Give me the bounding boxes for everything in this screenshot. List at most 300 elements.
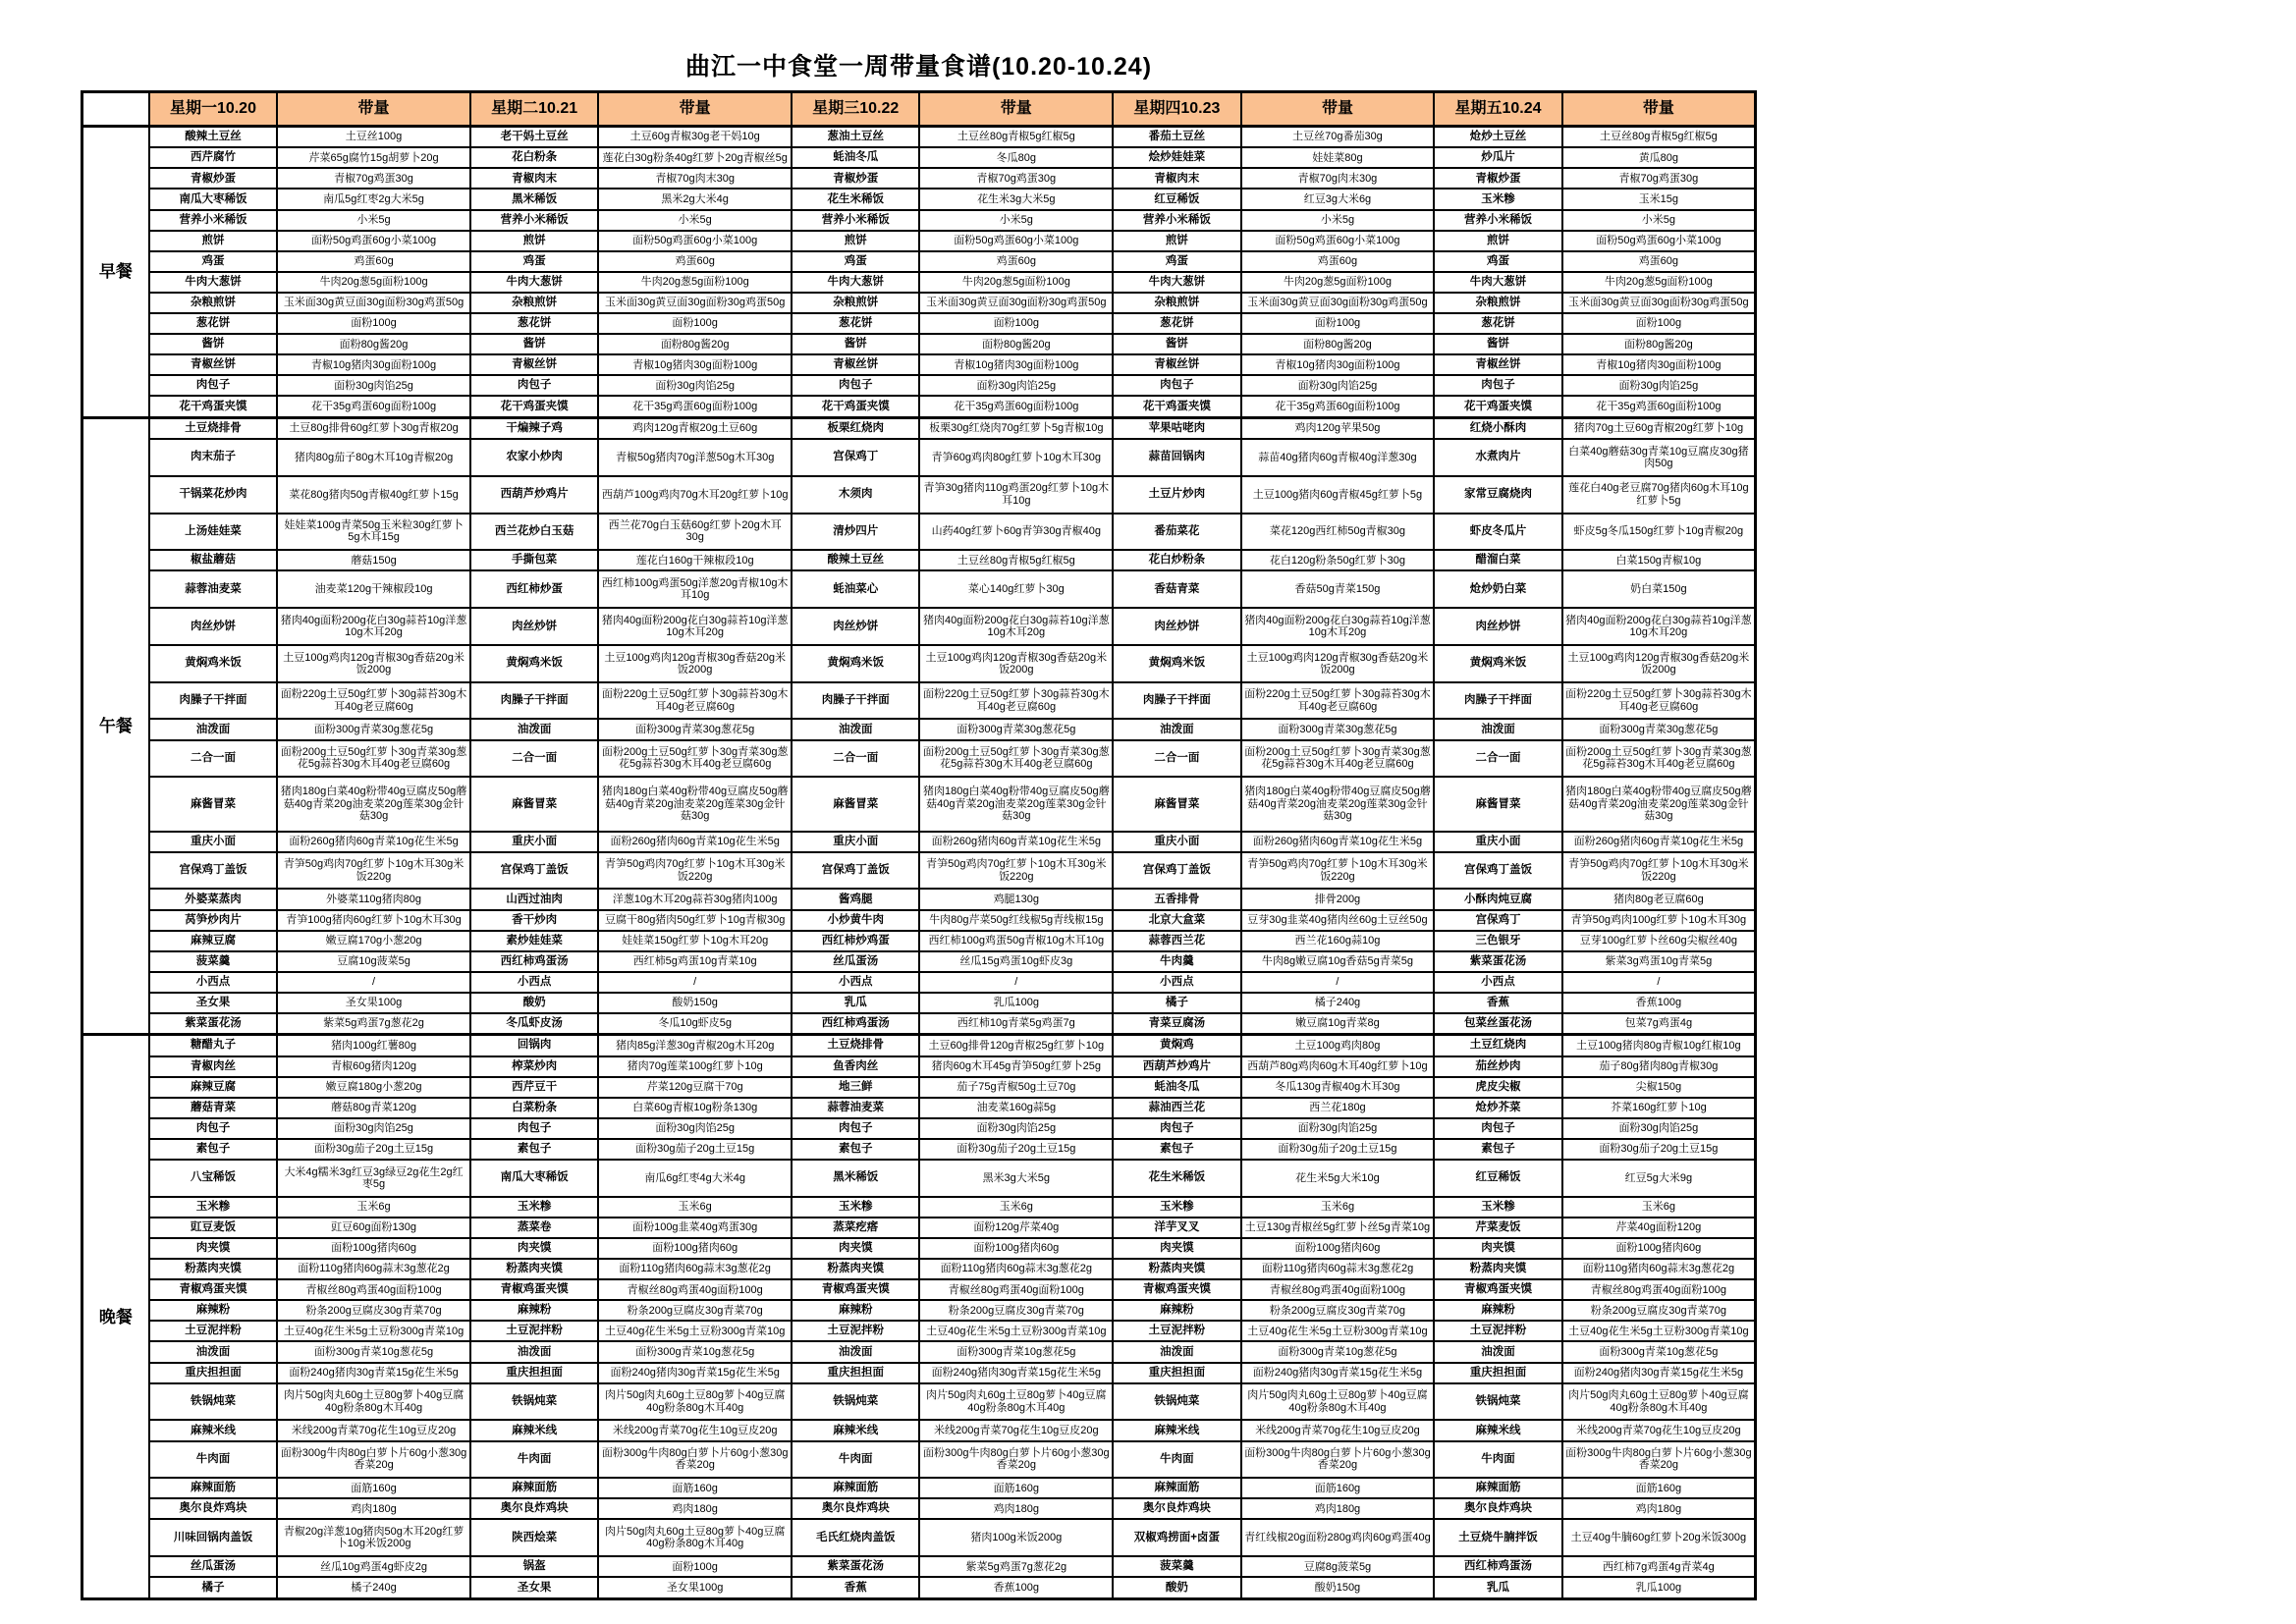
- quantity-cell: 面粉110g猪肉60g蒜末3g葱花2g: [277, 1259, 470, 1279]
- quantity-cell: /: [277, 972, 470, 993]
- quantity-cell: 花生米5g大米10g: [1241, 1160, 1435, 1197]
- dish-cell: 肉丝炒饼: [792, 608, 919, 645]
- quantity-cell: 面粉50g鸡蛋60g小菜100g: [1562, 231, 1756, 251]
- table-row: [82, 1519, 1756, 1556]
- quantity-cell: 花干35g鸡蛋60g面粉100g: [1562, 396, 1756, 417]
- dish-cell: 牛肉面: [792, 1441, 919, 1479]
- dish-cell: 牛肉面: [149, 1441, 277, 1479]
- quantity-cell: 嫩豆腐180g小葱20g: [277, 1077, 470, 1098]
- quantity-cell: 黄瓜80g: [1562, 147, 1756, 168]
- quantity-cell: 面粉100g猪肉60g: [1562, 1238, 1756, 1259]
- quantity-cell: 小米5g: [919, 210, 1113, 231]
- quantity-cell: 青椒20g洋葱10g猪肉50g木耳20g红萝卜10g米饭200g: [277, 1519, 470, 1556]
- dish-cell: 炝炒奶白菜: [1434, 570, 1561, 608]
- quantity-cell: 奶白菜150g: [1562, 570, 1756, 608]
- quantity-cell: /: [1241, 972, 1435, 993]
- dish-cell: 三色银牙: [1434, 931, 1561, 951]
- quantity-cell: 面粉30g肉馅25g: [598, 1118, 792, 1139]
- quantity-cell: 西葫芦100g鸡肉70g木耳20g红萝卜10g: [598, 476, 792, 514]
- table-row: [82, 1300, 1756, 1321]
- dish-cell: 回锅肉: [470, 1035, 598, 1056]
- quantity-cell: 花干35g鸡蛋60g面粉100g: [598, 396, 792, 417]
- dish-cell: 青椒鸡蛋夹馍: [470, 1279, 598, 1300]
- table-row: [82, 972, 1756, 993]
- quantity-cell: 面粉110g猪肉60g蒜末3g葱花2g: [1562, 1259, 1756, 1279]
- dish-cell: 干煸辣子鸡: [470, 417, 598, 439]
- quantity-cell: 米线200g青菜70g花生10g豆皮20g: [598, 1420, 792, 1440]
- dish-cell: 玉米糁: [1434, 1197, 1561, 1218]
- quantity-cell: 鸡蛋60g: [1562, 251, 1756, 272]
- dish-cell: 肉夹馍: [792, 1238, 919, 1259]
- dish-cell: 油泼面: [470, 1341, 598, 1362]
- dish-cell: 酱饼: [149, 334, 277, 354]
- quantity-cell: 外婆菜110g猪肉80g: [277, 889, 470, 909]
- quantity-cell: 土豆60g排骨120g青椒25g红萝卜10g: [919, 1035, 1113, 1056]
- quantity-cell: 面粉120g芹菜40g: [919, 1218, 1113, 1238]
- table-row: [82, 168, 1756, 189]
- table-row: [82, 375, 1756, 396]
- table-row: [82, 1498, 1756, 1519]
- dish-cell: 莴笋炒肉片: [149, 910, 277, 931]
- table-row: [82, 476, 1756, 514]
- table-row: [82, 1098, 1756, 1118]
- quantity-cell: 面粉260g猪肉60g青菜10g花生米5g: [598, 832, 792, 852]
- quantity-cell: 面粉100g猪肉60g: [598, 1238, 792, 1259]
- dish-cell: 铁锅炖菜: [149, 1383, 277, 1421]
- dish-cell: 杂粮煎饼: [149, 293, 277, 313]
- quantity-cell: 面粉300g青菜30g葱花5g: [919, 719, 1113, 739]
- quantity-cell: 青椒10g猪肉30g面粉100g: [1562, 354, 1756, 375]
- dish-cell: 肉包子: [470, 1118, 598, 1139]
- quantity-cell: 青椒丝80g鸡蛋40g面粉100g: [919, 1279, 1113, 1300]
- quantity-cell: 猪肉60g木耳45g青笋50g红萝卜25g: [919, 1056, 1113, 1077]
- dish-cell: 二合一面: [470, 740, 598, 778]
- quantity-cell: 猪肉40g面粉200g花白30g蒜苔10g洋葱10g木耳20g: [1241, 608, 1435, 645]
- quantity-cell: 莲花白40g老豆腐70g猪肉60g木耳10g红萝卜5g: [1562, 476, 1756, 514]
- dish-cell: 橘子: [149, 1577, 277, 1598]
- quantity-cell: 南瓜6g红枣4g大米4g: [598, 1160, 792, 1197]
- quantity-cell: 肉片50g肉丸60g土豆80g萝卜40g豆腐40g粉条80g木耳40g: [919, 1383, 1113, 1421]
- quantity-cell: 香蕉100g: [919, 1577, 1113, 1598]
- quantity-cell: 土豆100g鸡肉120g青椒30g香菇20g米饭200g: [598, 645, 792, 682]
- dish-cell: 葱花饼: [792, 313, 919, 334]
- quantity-cell: 西兰花160g蒜10g: [1241, 931, 1435, 951]
- quantity-cell: 猪肉40g面粉200g花白30g蒜苔10g洋葱10g木耳20g: [919, 608, 1113, 645]
- dish-cell: 油泼面: [149, 1341, 277, 1362]
- quantity-cell: 香蕉100g: [1562, 993, 1756, 1013]
- dish-cell: 牛肉面: [1434, 1441, 1561, 1479]
- table-row: [82, 550, 1756, 570]
- quantity-cell: 面粉220g土豆50g红萝卜30g蒜苔30g木耳40g老豆腐60g: [1562, 682, 1756, 720]
- quantity-cell: 面粉110g猪肉60g蒜末3g葱花2g: [1241, 1259, 1435, 1279]
- quantity-cell: 鸡肉180g: [277, 1498, 470, 1519]
- dish-cell: 宫保鸡丁盖饭: [1434, 852, 1561, 890]
- quantity-cell: 青椒70g肉末30g: [598, 168, 792, 189]
- table-row: [82, 910, 1756, 931]
- dish-cell: 牛肉大葱饼: [1113, 272, 1240, 293]
- table-row: [82, 1118, 1756, 1139]
- table-row: [82, 1197, 1756, 1218]
- dish-cell: 葱花饼: [1434, 313, 1561, 334]
- dish-cell: 重庆担担面: [1434, 1363, 1561, 1383]
- quantity-cell: 土豆100g猪肉60g青椒45g红萝卜5g: [1241, 476, 1435, 514]
- quantity-cell: 小米5g: [598, 210, 792, 231]
- quantity-cell: 大米4g糯米3g红豆3g绿豆2g花生2g红枣5g: [277, 1160, 470, 1197]
- quantity-cell: 面粉50g鸡蛋60g小菜100g: [919, 231, 1113, 251]
- dish-cell: 肉包子: [1113, 1118, 1240, 1139]
- quantity-cell: 面粉200g土豆50g红萝卜30g青菜30g葱花5g蒜苔30g木耳40g老豆腐60g: [1241, 740, 1435, 778]
- dish-cell: 麻辣豆腐: [149, 1077, 277, 1098]
- quantity-cell: 米线200g青菜70g花生10g豆皮20g: [1241, 1420, 1435, 1440]
- quantity-cell: 紫菜5g鸡蛋7g葱花2g: [919, 1556, 1113, 1577]
- quantity-cell: 面粉200g土豆50g红萝卜30g青菜30g葱花5g蒜苔30g木耳40g老豆腐60g: [1562, 740, 1756, 778]
- dish-cell: 素包子: [470, 1139, 598, 1160]
- dish-cell: 鸡蛋: [470, 251, 598, 272]
- dish-cell: 八宝稀饭: [149, 1160, 277, 1197]
- dish-cell: 肉包子: [470, 375, 598, 396]
- dish-cell: 酱饼: [1434, 334, 1561, 354]
- dish-cell: 蒸菜疙瘩: [792, 1218, 919, 1238]
- table-row: [82, 1383, 1756, 1421]
- quantity-cell: 青笋50g鸡肉70g红萝卜10g木耳30g米饭220g: [1562, 852, 1756, 890]
- meal-section-label: 早餐: [82, 127, 149, 418]
- dish-cell: 家常豆腐烧肉: [1434, 476, 1561, 514]
- quantity-cell: 乳瓜100g: [1562, 1577, 1756, 1598]
- quantity-cell: 面粉240g猪肉30g青菜15g花生米5g: [1562, 1363, 1756, 1383]
- table-row: [82, 127, 1756, 148]
- quantity-cell: 面粉30g肉馅25g: [1562, 375, 1756, 396]
- meal-section-label: 晚餐: [82, 1035, 149, 1599]
- dish-cell: 肉包子: [1434, 375, 1561, 396]
- quantity-cell: 鸡蛋60g: [277, 251, 470, 272]
- quantity-cell: 玉米6g: [598, 1197, 792, 1218]
- table-row: [82, 1577, 1756, 1598]
- dish-cell: 麻辣粉: [1113, 1300, 1240, 1321]
- dish-cell: 葱油土豆丝: [792, 127, 919, 148]
- dish-cell: 外婆菜蒸肉: [149, 889, 277, 909]
- quantity-cell: 面粉200g土豆50g红萝卜30g青菜30g葱花5g蒜苔30g木耳40g老豆腐60g: [598, 740, 792, 778]
- dish-cell: 洋芋叉叉: [1113, 1218, 1240, 1238]
- dish-cell: 麻辣面筋: [792, 1478, 919, 1498]
- dish-cell: 肉夹馍: [1434, 1238, 1561, 1259]
- dish-cell: 花干鸡蛋夹馍: [149, 396, 277, 417]
- quantity-cell: 玉米6g: [1241, 1197, 1435, 1218]
- quantity-cell: 面粉80g酱20g: [1562, 334, 1756, 354]
- quantity-cell: 面粉300g牛肉80g白萝卜片60g小葱30g香菜20g: [277, 1441, 470, 1479]
- table-row: [82, 354, 1756, 375]
- dish-cell: 锅盔: [470, 1556, 598, 1577]
- quantity-cell: 花干35g鸡蛋60g面粉100g: [277, 396, 470, 417]
- dish-cell: 木须肉: [792, 476, 919, 514]
- dish-cell: 杂粮煎饼: [470, 293, 598, 313]
- quantity-cell: 玉米6g: [277, 1197, 470, 1218]
- quantity-cell: 猪肉180g白菜40g粉带40g豆腐皮50g蘑菇40g青菜20g油麦菜20g莲菜30g金针菇30g: [1562, 777, 1756, 831]
- quantity-cell: 面粉300g青菜10g葱花5g: [598, 1341, 792, 1362]
- quantity-cell: 青椒70g鸡蛋30g: [919, 168, 1113, 189]
- quantity-cell: 面粉30g肉馅25g: [598, 375, 792, 396]
- dish-cell: 肉夹馍: [149, 1238, 277, 1259]
- quantity-header: 带量: [1241, 92, 1435, 127]
- quantity-cell: 牛肉20g葱5g面粉100g: [1241, 272, 1435, 293]
- quantity-cell: 面粉260g猪肉60g青菜10g花生米5g: [277, 832, 470, 852]
- quantity-cell: 牛肉20g葱5g面粉100g: [277, 272, 470, 293]
- quantity-cell: 花白120g粉条50g红萝卜30g: [1241, 550, 1435, 570]
- dish-cell: 牛肉面: [470, 1441, 598, 1479]
- dish-cell: 麻辣粉: [470, 1300, 598, 1321]
- quantity-cell: 菜花80g猪肉50g青椒40g红萝卜15g: [277, 476, 470, 514]
- dish-cell: 油泼面: [1113, 719, 1240, 739]
- dish-cell: 小西点: [149, 972, 277, 993]
- quantity-cell: 猪肉180g白菜40g粉带40g豆腐皮50g蘑菇40g青菜20g油麦菜20g莲菜30g金针菇30g: [277, 777, 470, 831]
- quantity-cell: 土豆丝70g番茄30g: [1241, 127, 1435, 148]
- quantity-cell: 青椒丝80g鸡蛋40g面粉100g: [1562, 1279, 1756, 1300]
- dish-cell: 花生米稀饭: [1113, 1160, 1240, 1197]
- quantity-cell: 鸡肉120g苹果50g: [1241, 417, 1435, 439]
- dish-cell: 营养小米稀饭: [1434, 210, 1561, 231]
- dish-cell: 毛氏红烧肉盖饭: [792, 1519, 919, 1556]
- dish-cell: 肉臊子干拌面: [470, 682, 598, 720]
- dish-cell: 玉米糁: [1113, 1197, 1240, 1218]
- dish-cell: 油泼面: [149, 719, 277, 739]
- quantity-cell: 面粉220g土豆50g红萝卜30g蒜苔30g木耳40g老豆腐60g: [598, 682, 792, 720]
- dish-cell: 西芹豆干: [470, 1077, 598, 1098]
- quantity-cell: 面粉80g酱20g: [598, 334, 792, 354]
- quantity-header: 带量: [598, 92, 792, 127]
- dish-cell: 煎饼: [1434, 231, 1561, 251]
- dish-cell: 肉包子: [1434, 1118, 1561, 1139]
- dish-cell: 麻酱冒菜: [792, 777, 919, 831]
- quantity-cell: 牛肉20g葱5g面粉100g: [1562, 272, 1756, 293]
- day-header: 星期二10.21: [470, 92, 598, 127]
- dish-cell: 酸奶: [470, 993, 598, 1013]
- dish-cell: 红烧小酥肉: [1434, 417, 1561, 439]
- dish-cell: 素包子: [792, 1139, 919, 1160]
- dish-cell: 花干鸡蛋夹馍: [792, 396, 919, 417]
- quantity-cell: 面粉300g青菜30g葱花5g: [598, 719, 792, 739]
- quantity-cell: 西红柿100g鸡蛋50g青椒10g木耳10g: [919, 931, 1113, 951]
- quantity-cell: 排骨200g: [1241, 889, 1435, 909]
- dish-cell: 玉米糁: [1434, 189, 1561, 209]
- dish-cell: 蒜油西兰花: [1113, 1098, 1240, 1118]
- dish-cell: 肉包子: [792, 375, 919, 396]
- dish-cell: 西兰花炒白玉菇: [470, 514, 598, 551]
- dish-cell: 宫保鸡丁: [792, 439, 919, 476]
- quantity-cell: 面粉240g猪肉30g青菜15g花生米5g: [277, 1363, 470, 1383]
- dish-cell: 菠菜羹: [149, 951, 277, 972]
- quantity-cell: 豇豆60g面粉130g: [277, 1218, 470, 1238]
- menu-table-body: [82, 127, 1756, 1599]
- table-row: [82, 889, 1756, 909]
- dish-cell: 双椒鸡捞面+卤蛋: [1113, 1519, 1240, 1556]
- quantity-cell: 面粉30g肉馅25g: [1562, 1118, 1756, 1139]
- dish-cell: 青椒炒蛋: [792, 168, 919, 189]
- dish-cell: 青椒鸡蛋夹馍: [1113, 1279, 1240, 1300]
- dish-cell: 橘子: [1113, 993, 1240, 1013]
- dish-cell: 油泼面: [1113, 1341, 1240, 1362]
- dish-cell: 铁锅炖菜: [470, 1383, 598, 1421]
- quantity-cell: 面粉220g土豆50g红萝卜30g蒜苔30g木耳40g老豆腐60g: [919, 682, 1113, 720]
- dish-cell: 牛肉大葱饼: [470, 272, 598, 293]
- quantity-cell: 青笋50g鸡肉70g红萝卜10g木耳30g米饭220g: [277, 852, 470, 890]
- dish-cell: 肉丝炒饼: [149, 608, 277, 645]
- dish-cell: 番茄土豆丝: [1113, 127, 1240, 148]
- dish-cell: 煎饼: [470, 231, 598, 251]
- dish-cell: 麻辣米线: [470, 1420, 598, 1440]
- dish-cell: 黄焖鸡米饭: [1434, 645, 1561, 682]
- dish-cell: 虎皮尖椒: [1434, 1077, 1561, 1098]
- dish-cell: 香蕉: [1434, 993, 1561, 1013]
- quantity-cell: 玉米面30g黄豆面30g面粉30g鸡蛋50g: [919, 293, 1113, 313]
- dish-cell: 青椒丝饼: [149, 354, 277, 375]
- quantity-cell: 丝瓜10g鸡蛋4g虾皮2g: [277, 1556, 470, 1577]
- quantity-cell: 油麦菜160g蒜5g: [919, 1098, 1113, 1118]
- table-row: [82, 1556, 1756, 1577]
- quantity-cell: 蘑菇80g青菜120g: [277, 1098, 470, 1118]
- quantity-cell: 猪肉80g茄子80g木耳10g青椒20g: [277, 439, 470, 476]
- dish-cell: 红豆稀饭: [1113, 189, 1240, 209]
- quantity-cell: 蘑菇150g: [277, 550, 470, 570]
- dish-cell: 南瓜大枣稀饭: [149, 189, 277, 209]
- quantity-cell: 土豆丝80g青椒5g红椒5g: [919, 127, 1113, 148]
- dish-cell: 炒瓜片: [1434, 147, 1561, 168]
- quantity-cell: 豆腐8g菠菜5g: [1241, 1556, 1435, 1577]
- dish-cell: 素包子: [1434, 1139, 1561, 1160]
- quantity-cell: 山药40g红萝卜60g青笋30g青椒40g: [919, 514, 1113, 551]
- dish-cell: 二合一面: [1434, 740, 1561, 778]
- quantity-cell: 青红线椒20g面粉280g鸡肉60g鸡蛋40g: [1241, 1519, 1435, 1556]
- dish-cell: 肉臊子干拌面: [1113, 682, 1240, 720]
- dish-cell: 花白粉条: [470, 147, 598, 168]
- quantity-cell: 面粉30g肉馅25g: [1241, 375, 1435, 396]
- dish-cell: 西红柿鸡蛋汤: [470, 951, 598, 972]
- dish-cell: 黑米稀饭: [792, 1160, 919, 1197]
- dish-cell: 重庆小面: [470, 832, 598, 852]
- dish-cell: 黄焖鸡米饭: [1113, 645, 1240, 682]
- table-row: [82, 1478, 1756, 1498]
- dish-cell: 二合一面: [792, 740, 919, 778]
- dish-cell: 南瓜大枣稀饭: [470, 1160, 598, 1197]
- table-row: [82, 514, 1756, 551]
- quantity-cell: 面粉240g猪肉30g青菜15g花生米5g: [598, 1363, 792, 1383]
- quantity-cell: 玉米面30g黄豆面30g面粉30g鸡蛋50g: [1241, 293, 1435, 313]
- quantity-cell: 鸡蛋60g: [1241, 251, 1435, 272]
- quantity-cell: 面粉50g鸡蛋60g小菜100g: [1241, 231, 1435, 251]
- quantity-header: 带量: [277, 92, 470, 127]
- quantity-cell: 面粉30g茄子20g土豆15g: [277, 1139, 470, 1160]
- dish-cell: 煎饼: [149, 231, 277, 251]
- dish-cell: 鸡蛋: [1434, 251, 1561, 272]
- quantity-cell: 面粉220g土豆50g红萝卜30g蒜苔30g木耳40g老豆腐60g: [277, 682, 470, 720]
- quantity-cell: 面粉80g酱20g: [919, 334, 1113, 354]
- quantity-cell: 面粉80g酱20g: [277, 334, 470, 354]
- quantity-cell: 肉片50g肉丸60g土豆80g萝卜40g豆腐40g粉条80g木耳40g: [1562, 1383, 1756, 1421]
- quantity-cell: 土豆60g青椒30g老干妈10g: [598, 127, 792, 148]
- table-row: [82, 1238, 1756, 1259]
- quantity-cell: 面筋160g: [919, 1478, 1113, 1498]
- table-row: [82, 1218, 1756, 1238]
- quantity-cell: 虾皮5g冬瓜150g红萝卜10g青椒20g: [1562, 514, 1756, 551]
- dish-cell: 糖醋丸子: [149, 1035, 277, 1056]
- quantity-cell: 紫菜5g鸡蛋7g葱花2g: [277, 1013, 470, 1035]
- quantity-cell: 肉片50g肉丸60g土豆80g萝卜40g豆腐40g粉条80g木耳40g: [1241, 1383, 1435, 1421]
- dish-cell: 营养小米稀饭: [470, 210, 598, 231]
- quantity-cell: 圣女果100g: [598, 1577, 792, 1598]
- quantity-cell: 黑米3g大米5g: [919, 1160, 1113, 1197]
- dish-cell: 土豆烧排骨: [149, 417, 277, 439]
- quantity-cell: 油麦菜120g干辣椒段10g: [277, 570, 470, 608]
- dish-cell: 宫保鸡丁盖饭: [792, 852, 919, 890]
- quantity-cell: 西红柿10g青菜5g鸡蛋7g: [919, 1013, 1113, 1035]
- quantity-cell: 鸡肉180g: [598, 1498, 792, 1519]
- dish-cell: 山西过油肉: [470, 889, 598, 909]
- quantity-cell: 洋葱10g木耳20g蒜苔30g猪肉100g: [598, 889, 792, 909]
- dish-cell: 奥尔良炸鸡块: [149, 1498, 277, 1519]
- dish-cell: 玉米糁: [149, 1197, 277, 1218]
- quantity-cell: 米线200g青菜70g花生10g豆皮20g: [1562, 1420, 1756, 1440]
- quantity-cell: 青笋30g猪肉110g鸡蛋20g红萝卜10g木耳10g: [919, 476, 1113, 514]
- quantity-cell: 花生米3g大米5g: [919, 189, 1113, 209]
- table-row: [82, 147, 1756, 168]
- dish-cell: 营养小米稀饭: [1113, 210, 1240, 231]
- table-row: [82, 1321, 1756, 1341]
- quantity-cell: 牛肉20g葱5g面粉100g: [598, 272, 792, 293]
- dish-cell: 土豆泥拌粉: [470, 1321, 598, 1341]
- dish-cell: 板栗红烧肉: [792, 417, 919, 439]
- quantity-cell: 西兰花70g白玉菇60g红萝卜20g木耳30g: [598, 514, 792, 551]
- dish-cell: 葱花饼: [1113, 313, 1240, 334]
- dish-cell: 肉包子: [792, 1118, 919, 1139]
- quantity-cell: 土豆40g花生米5g土豆粉300g青菜10g: [277, 1321, 470, 1341]
- dish-cell: 麻酱冒菜: [470, 777, 598, 831]
- dish-cell: 花干鸡蛋夹馍: [470, 396, 598, 417]
- dish-cell: 麻辣米线: [1434, 1420, 1561, 1440]
- quantity-cell: 玉米面30g黄豆面30g面粉30g鸡蛋50g: [1562, 293, 1756, 313]
- quantity-cell: 土豆丝80g青椒5g红椒5g: [1562, 127, 1756, 148]
- dish-cell: 肉臊子干拌面: [149, 682, 277, 720]
- dish-cell: 麻辣面筋: [1434, 1478, 1561, 1498]
- table-row: [82, 931, 1756, 951]
- dish-cell: 麻酱冒菜: [1113, 777, 1240, 831]
- quantity-cell: 土豆丝100g: [277, 127, 470, 148]
- table-row: [82, 293, 1756, 313]
- dish-cell: 奥尔良炸鸡块: [1434, 1498, 1561, 1519]
- table-row: [82, 740, 1756, 778]
- quantity-cell: 芹菜120g豆腐干70g: [598, 1077, 792, 1098]
- dish-cell: 香干炒肉: [470, 910, 598, 931]
- quantity-cell: 面粉30g肉馅25g: [919, 375, 1113, 396]
- dish-cell: 宫保鸡丁盖饭: [470, 852, 598, 890]
- quantity-cell: 鸡肉120g青椒20g土豆60g: [598, 417, 792, 439]
- quantity-cell: 芥菜160g红萝卜10g: [1562, 1098, 1756, 1118]
- dish-cell: 冬瓜虾皮汤: [470, 1013, 598, 1035]
- table-row: [82, 417, 1756, 439]
- quantity-cell: 面粉300g青菜10g葱花5g: [277, 1341, 470, 1362]
- meal-section-label: 午餐: [82, 417, 149, 1035]
- dish-cell: 酸辣土豆丝: [149, 127, 277, 148]
- quantity-cell: 猪肉40g面粉200g花白30g蒜苔10g洋葱10g木耳20g: [598, 608, 792, 645]
- quantity-cell: 青椒70g鸡蛋30g: [1562, 168, 1756, 189]
- dish-cell: 鸡蛋: [1113, 251, 1240, 272]
- dish-cell: 黄焖鸡米饭: [470, 645, 598, 682]
- dish-cell: 重庆小面: [1434, 832, 1561, 852]
- dish-cell: 豇豆麦饭: [149, 1218, 277, 1238]
- dish-cell: 黄焖鸡米饭: [792, 645, 919, 682]
- quantity-cell: 面粉30g茄子20g土豆15g: [919, 1139, 1113, 1160]
- quantity-cell: 面粉240g猪肉30g青菜15g花生米5g: [919, 1363, 1113, 1383]
- dish-cell: 肉臊子干拌面: [792, 682, 919, 720]
- quantity-cell: 面粉300g青菜30g葱花5g: [277, 719, 470, 739]
- dish-cell: 麻辣米线: [792, 1420, 919, 1440]
